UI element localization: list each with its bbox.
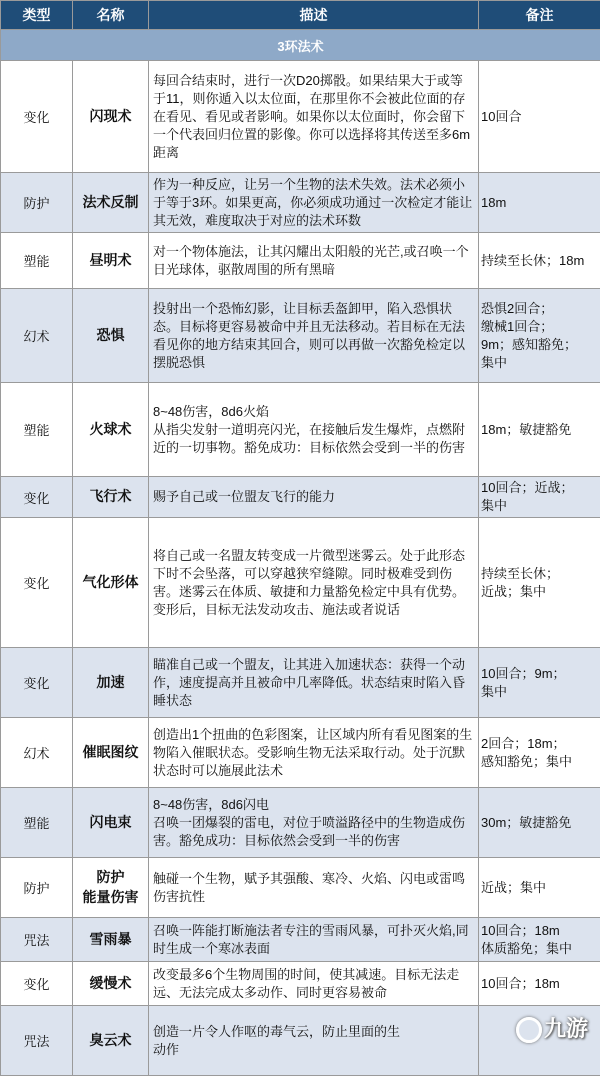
note-line: 感知豁免；集中	[481, 753, 598, 771]
table-header-row	[1, 1, 600, 30]
table-row	[1, 233, 600, 289]
spell-name	[73, 1006, 149, 1076]
spell-name-line: 法术反制	[73, 193, 148, 213]
spell-type: 塑能	[1, 788, 73, 858]
header-desc: 描述	[149, 1, 479, 30]
note-line: 30m；敏捷豁免	[481, 814, 598, 832]
description-line: 将自己或一名盟友转变成一片微型迷雾云。处于此形态下时不会坠落，可以穿越狭窄缝隙。同时极难受到伤害。迷雾云在体质、敏捷和力量豁免检定中具有优势。变形后，目标无法发动攻击、施法或者说话	[153, 547, 474, 619]
spell-description	[149, 289, 479, 383]
watermark-icon	[516, 1017, 542, 1043]
spell-name	[73, 858, 149, 918]
spell-description	[149, 1006, 479, 1076]
note-line: 持续至长休；18m	[481, 252, 598, 270]
spell-type: 防护	[1, 858, 73, 918]
table-row	[1, 648, 600, 718]
spell-name	[73, 289, 149, 383]
description-line: 瞄准自己或一个盟友，让其进入加速状态：获得一个动作，速度提高并且被命中几率降低。状态结束时陷入昏睡状态	[153, 656, 474, 710]
description-line: 创造一片令人作呕的毒气云，防止里面的生	[153, 1023, 474, 1041]
description-line: 从指尖发射一道明亮闪光，在接触后发生爆炸，点燃附近的一切事物。豁免成功：目标依然会受到一半的伤害	[153, 421, 474, 457]
spell-name-line: 缓慢术	[73, 974, 148, 994]
spell-description	[149, 233, 479, 289]
description-line: 创造出1个扭曲的色彩图案，让区域内所有看见图案的生物陷入催眠状态。受影响生物无法采取行动。处于沉默状态时可以施展此法术	[153, 726, 474, 780]
spell-type: 幻术	[1, 289, 73, 383]
description-line: 8~48伤害，8d6闪电	[153, 796, 474, 814]
spell-type: 咒法	[1, 1006, 73, 1076]
note-line: 9m；感知豁免；	[481, 336, 598, 354]
note-line: 10回合	[481, 108, 598, 126]
spell-name-line: 臭云术	[73, 1031, 148, 1051]
spell-name-line: 加速	[73, 673, 148, 693]
spell-name-line: 能量伤害	[73, 888, 148, 908]
spell-name-line: 气化形体	[73, 573, 148, 593]
spell-note	[479, 962, 600, 1006]
description-line: 触碰一个生物，赋予其强酸、寒冷、火焰、闪电或雷鸣伤害抗性	[153, 870, 474, 906]
spell-note	[479, 918, 600, 962]
header-type: 类型	[1, 1, 73, 30]
description-line: 动作	[153, 1041, 474, 1059]
spell-note	[479, 718, 600, 788]
section-row	[1, 30, 600, 61]
spell-description	[149, 477, 479, 518]
description-line: 投射出一个恐怖幻影，让目标丢盔卸甲，陷入恐惧状态。目标将更容易被命中并且无法移动。若目标在无法看见你的地方结束其回合，则可以再做一次豁免检定以摆脱恐惧	[153, 300, 474, 372]
table-row	[1, 383, 600, 477]
spell-type: 变化	[1, 477, 73, 518]
note-line: 近战；集中	[481, 583, 598, 601]
spell-description	[149, 518, 479, 648]
spell-name	[73, 648, 149, 718]
spell-type: 咒法	[1, 918, 73, 962]
spell-type: 幻术	[1, 718, 73, 788]
spell-name-line: 雪雨暴	[73, 930, 148, 950]
spell-name	[73, 477, 149, 518]
note-line: 10回合；9m；	[481, 665, 598, 683]
table-row	[1, 518, 600, 648]
spell-name	[73, 962, 149, 1006]
spell-name-line: 昼明术	[73, 251, 148, 271]
table-row	[1, 289, 600, 383]
spell-name	[73, 788, 149, 858]
spell-description	[149, 648, 479, 718]
spell-name-line: 闪电束	[73, 813, 148, 833]
note-line: 集中	[481, 354, 598, 372]
watermark-text: 九游	[544, 1016, 588, 1041]
spell-description	[149, 61, 479, 173]
table-row	[1, 173, 600, 233]
spell-type: 防护	[1, 173, 73, 233]
spell-type: 塑能	[1, 233, 73, 289]
note-line: 18m	[481, 194, 598, 212]
spell-note	[479, 233, 600, 289]
table-row	[1, 962, 600, 1006]
spell-description	[149, 173, 479, 233]
spell-description	[149, 383, 479, 477]
spell-note	[479, 648, 600, 718]
table-row	[1, 477, 600, 518]
note-line: 体质豁免；集中	[481, 940, 598, 958]
description-line: 作为一种反应，让另一个生物的法术失效。法术必须小于等于3环。如果更高，你必须成功通过一次检定才能让其无效，难度取决于对应的法术环数	[153, 176, 474, 230]
spell-type: 变化	[1, 61, 73, 173]
spell-name-line: 恐惧	[73, 326, 148, 346]
note-line: 集中	[481, 497, 598, 515]
note-line: 2回合；18m；	[481, 735, 598, 753]
description-line: 每回合结束时，进行一次D20掷骰。如果结果大于或等于11，则你遁入以太位面，在那里你不会被此位面的存在看见、看见或者影响。如果你以太位面时，你会留下一个代表回归位置的影像。你可以选择将其传送至多6m距离	[153, 72, 474, 162]
note-line: 10回合；18m	[481, 922, 598, 940]
spell-type: 塑能	[1, 383, 73, 477]
table-row	[1, 858, 600, 918]
spell-type: 变化	[1, 648, 73, 718]
note-line: 集中	[481, 683, 598, 701]
spell-name	[73, 918, 149, 962]
table-row	[1, 718, 600, 788]
spell-note	[479, 61, 600, 173]
spell-note	[479, 383, 600, 477]
table-row	[1, 61, 600, 173]
spell-description	[149, 918, 479, 962]
spell-name	[73, 383, 149, 477]
spell-note	[479, 788, 600, 858]
spell-description	[149, 962, 479, 1006]
note-line: 恐惧2回合；	[481, 300, 598, 318]
header-note: 备注	[479, 1, 600, 30]
header-name: 名称	[73, 1, 149, 30]
note-line: 近战；集中	[481, 879, 598, 897]
note-line: 18m；敏捷豁免	[481, 421, 598, 439]
spell-name	[73, 718, 149, 788]
table-row	[1, 1006, 600, 1076]
spell-note	[479, 173, 600, 233]
note-line: 10回合；18m	[481, 975, 598, 993]
note-line: 缴械1回合；	[481, 318, 598, 336]
description-line: 对一个物体施法，让其闪耀出太阳般的光芒,或召唤一个日光球体，驱散周围的所有黑暗	[153, 243, 474, 279]
spell-name	[73, 61, 149, 173]
description-line: 召唤一团爆裂的雷电，对位于喷溢路径中的生物造成伤害。豁免成功：目标依然会受到一半的伤害	[153, 814, 474, 850]
spell-note	[479, 477, 600, 518]
spell-name-line: 飞行术	[73, 487, 148, 507]
spell-name-line: 火球术	[73, 420, 148, 440]
spell-name-line: 防护	[73, 868, 148, 888]
note-line: 持续至长休；	[481, 565, 598, 583]
note-line: 10回合；近战；	[481, 479, 598, 497]
description-line: 8~48伤害，8d6火焰	[153, 403, 474, 421]
spell-name-line: 闪现术	[73, 107, 148, 127]
description-line: 赐予自己或一位盟友飞行的能力	[153, 488, 474, 506]
spell-name	[73, 233, 149, 289]
spell-note	[479, 858, 600, 918]
table-row	[1, 788, 600, 858]
description-line: 召唤一阵能打断施法者专注的雪雨风暴，可扑灭火焰,同时生成一个寒冰表面	[153, 922, 474, 958]
watermark-logo	[516, 1012, 588, 1043]
spell-description	[149, 858, 479, 918]
table-row	[1, 918, 600, 962]
spell-name	[73, 173, 149, 233]
section-title: 3环法术	[1, 30, 600, 61]
spell-description	[149, 718, 479, 788]
spell-name	[73, 518, 149, 648]
spell-note	[479, 289, 600, 383]
spell-type: 变化	[1, 962, 73, 1006]
spell-note	[479, 518, 600, 648]
description-line: 改变最多6个生物周围的时间，使其减速。目标无法走远、无法完成太多动作、同时更容易被命	[153, 966, 474, 1002]
spell-name-line: 催眠图纹	[73, 743, 148, 763]
spell-description	[149, 788, 479, 858]
spell-type: 变化	[1, 518, 73, 648]
